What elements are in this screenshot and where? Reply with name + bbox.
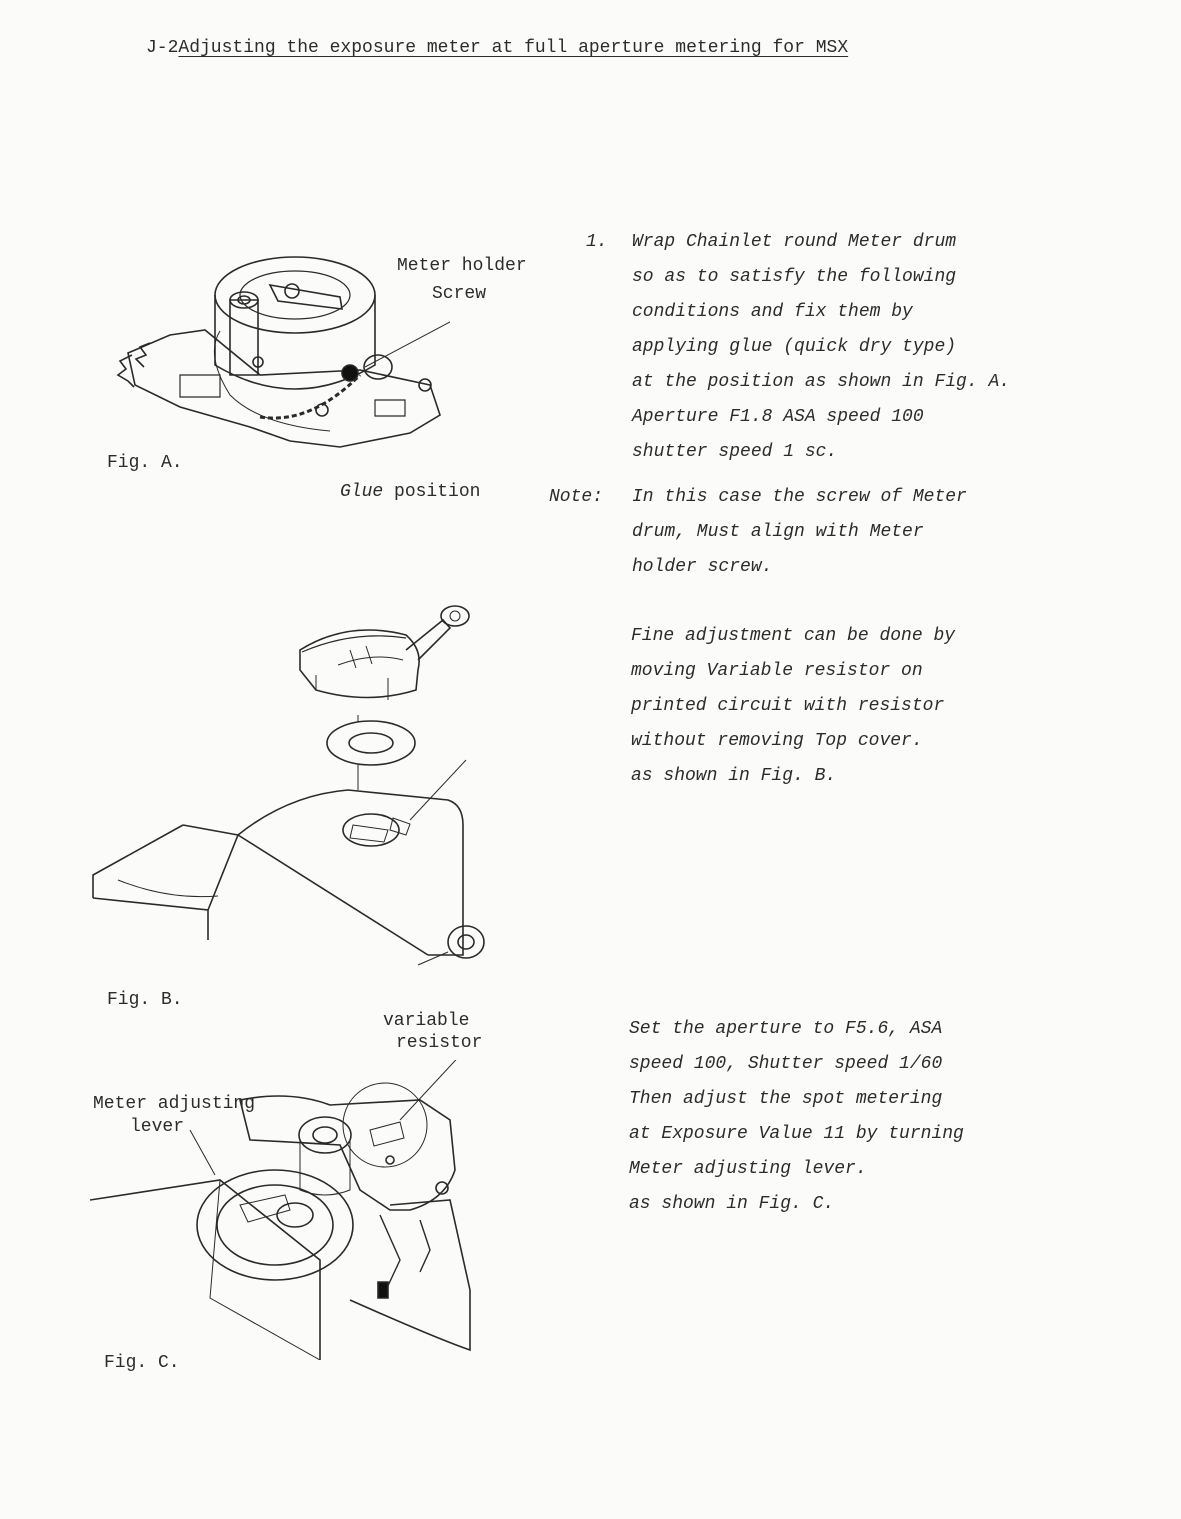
page-header (146, 38, 848, 58)
label-meter-adjusting: Meter adjusting (93, 1094, 256, 1114)
text-line: at the position as shown in Fig. A. (632, 372, 1011, 392)
text-line: Then adjust the spot metering (629, 1089, 943, 1109)
page-title: Adjusting the exposure meter at full aperture metering for MSX (178, 38, 849, 58)
text-line: as shown in Fig. B. (631, 766, 837, 786)
label-glue-position (340, 482, 480, 502)
fig-b-caption: Fig. B. (107, 990, 183, 1010)
text-line: so as to satisfy the following (632, 267, 957, 287)
label-glue-italic: Glue (340, 482, 384, 502)
label-resistor: resistor (396, 1033, 483, 1053)
text-line: applying glue (quick dry type) (632, 337, 957, 357)
text-line: moving Variable resistor on (631, 661, 923, 681)
text-line: shutter speed 1 sc. (632, 442, 838, 462)
label-variable: variable (383, 1011, 470, 1031)
label-glue-rest: position (394, 482, 481, 502)
text-line: without removing Top cover. (631, 731, 923, 751)
fig-a-caption: Fig. A. (107, 453, 183, 473)
text-line: In this case the screw of Meter (632, 487, 967, 507)
text-line: Fine adjustment can be done by (631, 626, 956, 646)
set-aperture-paragraph (629, 1012, 964, 1222)
text-line: at Exposure Value 11 by turning (629, 1124, 964, 1144)
text-line: holder screw. (632, 557, 773, 577)
label-lever: lever (130, 1117, 185, 1137)
note-paragraph (632, 480, 967, 585)
label-meter-holder: Meter holder (397, 256, 527, 276)
step-number: 1. (586, 232, 608, 252)
text-line: conditions and fix them by (632, 302, 913, 322)
text-line: speed 100, Shutter speed 1/60 (629, 1054, 943, 1074)
text-line: drum, Must align with Meter (632, 522, 924, 542)
text-line: Set the aperture to F5.6, ASA (629, 1019, 943, 1039)
fig-c-caption: Fig. C. (104, 1353, 180, 1373)
text-line: as shown in Fig. C. (629, 1194, 835, 1214)
fine-adjustment-paragraph (631, 619, 955, 794)
label-screw: Screw (432, 284, 487, 304)
text-line: printed circuit with resistor (631, 696, 945, 716)
text-line: Meter adjusting lever. (629, 1159, 867, 1179)
text-line: Aperture F1.8 ASA speed 100 (632, 407, 924, 427)
step1-paragraph (632, 225, 1010, 470)
text-line: Wrap Chainlet round Meter drum (632, 232, 957, 252)
figure-b-drawing (88, 580, 498, 975)
header-prefix: J-2 (146, 38, 179, 58)
note-label: Note: (549, 487, 604, 507)
